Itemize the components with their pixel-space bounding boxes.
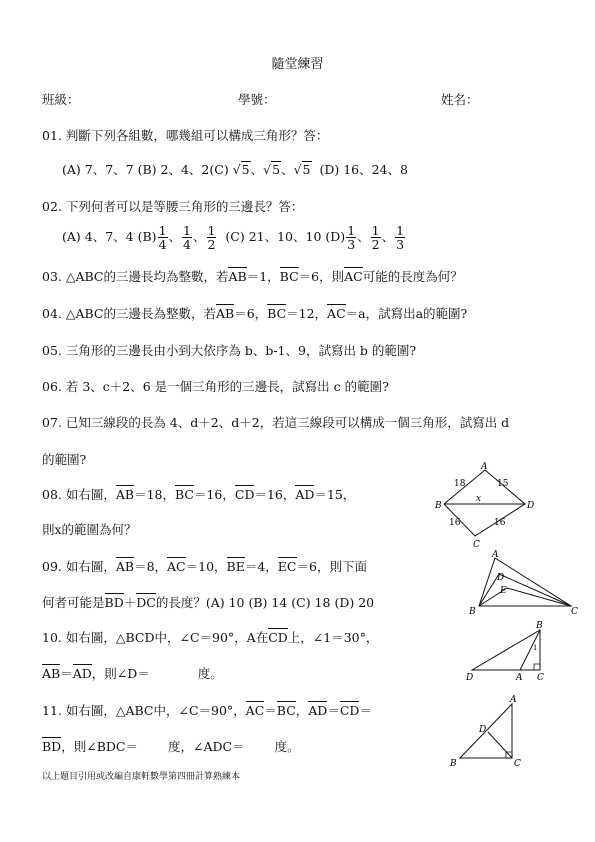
question-07-line-1: 07. 已知三線段的長為 4、d＋2、d＋2，若這三線段可以構成一個三角形，試寫出 d [42,415,510,430]
question-07-line-2: 的範圍? [42,452,87,467]
segment-ec: EC [278,556,297,574]
option-a: (A) 4、7、4 [62,229,134,245]
sqrt-5: √5 [263,162,281,177]
diagonal-x-label: x [476,494,482,504]
question-10-line-2: AB＝AD，則∠D＝ 度。 [42,663,223,682]
option-c: (C) 21、10、10 [225,229,322,245]
question-05: 05. 三角形的三邊長由小到大依序為 b、b-1、9，試寫出 b 的範圍? [42,343,417,358]
vertex-b-label: B [435,501,442,511]
segment-cd: CD [235,484,255,502]
segment-bd: BD [105,592,124,610]
fraction: $\frac{1}{3}$ [396,223,405,253]
segment-ac: AC [327,303,346,321]
segment-ac: AC [167,556,186,574]
side-cd-label: 16 [494,518,506,528]
angle-1-label: 1 [533,644,538,652]
segment-bd: BD [42,736,61,754]
vertex-a-label: A [510,695,517,705]
segment-bc: BC [175,484,194,502]
question-11: 11. 如右圖，△ABC中，∠C＝90°，AC＝BC，AD＝CD＝ [42,700,372,719]
segment-ac: AC [344,266,363,284]
segment-ab: AB [216,303,234,321]
vertex-d-label: D [466,673,474,683]
option-d-prefix: (D) [325,229,346,245]
side-bc-label: 16 [449,518,461,528]
fraction: $\frac{1}{3}$ [347,223,356,253]
vertex-a-label: A [481,462,488,472]
segment-ab: AB [116,484,134,502]
figure-q10-triangle [462,618,562,684]
question-02-options: (A) 4、7、4 (B) $\frac{1}{4}$ 、 $\frac{1}{4}$ 、 $\frac{1}{2}$ (C) 21、10、10 (D) $\frac{1}{3}$ 、 $\frac{1}{2}$ 、 $\frac{1}{3}$ [62,223,405,253]
vertex-c-label: C [537,673,544,683]
figure-q11-triangle [446,692,536,772]
segment-ab: AB [116,556,134,574]
option-a: (A) 7、7、7 [62,162,134,177]
fraction: $\frac{1}{4}$ [158,223,167,253]
question-04: 04. △ABC的三邊長為整數，若AB＝6，BC＝12，AC＝a，試寫出a的範圍? [42,303,467,322]
sqrt-5: √5 [293,162,311,177]
point-d-label: D [497,573,505,583]
segment-ab: AB [42,663,60,681]
class-label: 班級： [42,92,80,107]
segment-ac: AC [246,700,265,718]
segment-ad: AD [308,700,327,718]
point-d-label: D [479,725,487,735]
option-d: (D) 16、24、8 [319,162,408,177]
figure-q08-quadrilateral [430,458,550,550]
figure-q09-triangle [465,548,585,618]
vertex-c-label: C [473,540,480,550]
segment-be: BE [227,556,245,574]
question-11-line-2: BD，則∠BDC＝ 度，∠ADC＝ 度。 [42,736,300,755]
vertex-c-label: C [571,607,578,617]
segment-cd: CD [268,627,288,645]
question-01-options: (A) 7、7、7 (B) 2、4、2(C) √5、√5、√5 (D) 16、24、8 [62,162,408,177]
segment-cd: CD [340,700,360,718]
name-label: 姓名： [441,92,479,107]
vertex-d-label: D [527,501,535,511]
question-06: 06. 若 3、c＋2、6 是一個三角形的三邊長，試寫出 c 的範圍? [42,379,389,394]
segment-bc: BC [280,266,299,284]
student-id-label: 學號： [238,92,276,107]
option-b-prefix: (B) [137,229,157,245]
question-01: 01. 判斷下列各組數，哪幾組可以構成三角形？答： [42,128,329,143]
question-03: 03. △ABC的三邊長均為整數，若AB＝1，BC＝6，則AC可能的長度為何？ [42,266,463,285]
question-09-line-2: 何者可能是BD＋DC的長度？(A) 10 (B) 14 (C) 18 (D) 20 [42,592,374,611]
segment-dc: DC [136,592,156,610]
segment-bc: BC [267,303,286,321]
segment-ad: AD [73,663,92,681]
option-b: (B) 2、4、2 [137,162,210,177]
question-02: 02. 下列何者可以是等腰三角形的三邊長？答： [42,199,304,214]
segment-bc: BC [277,700,296,718]
fraction: $\frac{1}{4}$ [183,223,191,253]
vertex-b-label: B [450,759,457,769]
question-08: 08. 如右圖，AB＝18，BC＝16，CD＝16，AD＝15， [42,484,355,503]
point-a-label: A [516,673,523,683]
footer-source-note: 以上題目引用或改編自康軒數學第四冊計算熟練本 [42,772,241,782]
vertex-b-label: B [536,621,543,631]
question-09: 09. 如右圖，AB＝8，AC＝10，BE＝4，EC＝6，則下面 [42,556,367,575]
question-08-line-2: 則x的範圍為何？ [42,522,137,537]
side-ab-label: 18 [454,479,466,489]
question-10: 10. 如右圖，△BCD中，∠C＝90°，A在CD上，∠1＝30°， [42,627,378,646]
sqrt-5: √5 [232,162,250,177]
segment-ab: AB [228,266,246,284]
vertex-b-label: B [469,607,476,617]
vertex-c-label: C [514,759,521,769]
page-title: 隨堂練習 [271,57,324,72]
side-ad-label: 15 [497,479,509,489]
vertex-a-label: A [492,550,499,560]
fraction: $\frac{1}{2}$ [371,223,380,253]
option-c-prefix: (C) [209,162,229,177]
point-e-label: E [500,586,507,596]
segment-ad: AD [295,484,314,502]
fraction: $\frac{1}{2}$ [207,223,216,253]
